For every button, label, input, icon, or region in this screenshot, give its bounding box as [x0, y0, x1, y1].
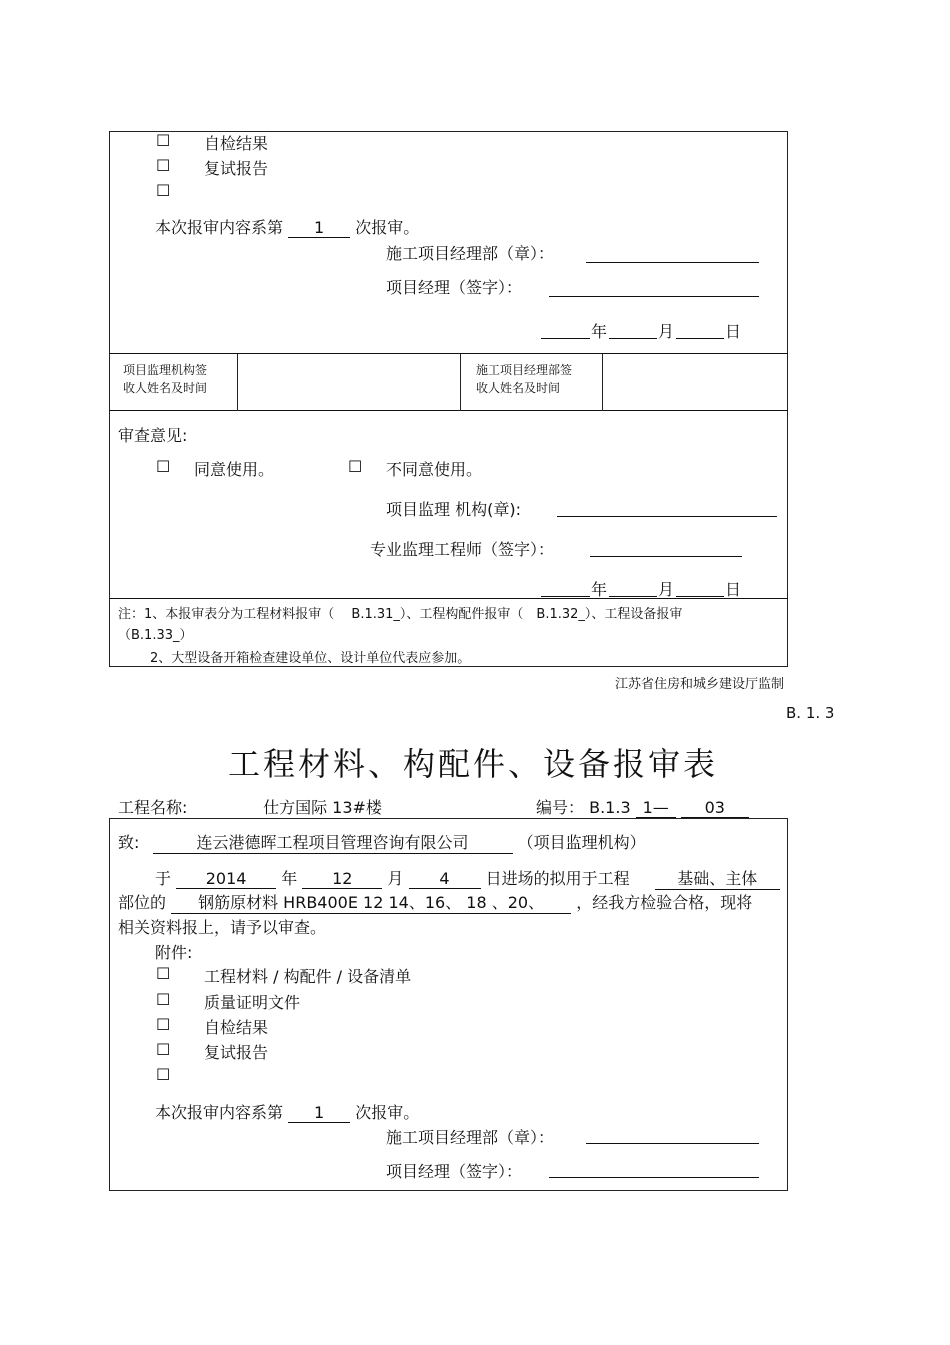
year-value[interactable]: 2014: [176, 869, 276, 889]
checkbox[interactable]: ☐: [156, 1040, 171, 1059]
submission-prefix: 本次报审内容系第: [155, 1103, 284, 1122]
submission-line: [155, 1100, 419, 1123]
submission-suffix: 次报审。: [355, 218, 420, 237]
to-org[interactable]: 连云港德晖工程项目管理咨询有限公司: [153, 830, 513, 854]
text: 部位的: [118, 893, 167, 912]
pm-sign-label: 项目经理（签字）：: [386, 1162, 523, 1181]
note-line: （B.1.33_）: [118, 628, 193, 643]
month-label: 月: [658, 322, 675, 341]
checkbox[interactable]: ☐: [156, 1065, 171, 1084]
submission-count[interactable]: 1: [288, 218, 350, 238]
to-label: 致:: [118, 833, 140, 852]
submission-line: [155, 215, 419, 238]
submission-prefix: 本次报审内容系第: [155, 218, 284, 237]
review-label: 审查意见:: [118, 426, 188, 445]
checkbox-agree[interactable]: ☐: [156, 457, 171, 476]
supervision-org-label: 项目监理 机构(章):: [386, 500, 521, 519]
day-field[interactable]: [676, 338, 724, 339]
number-prefix: B.1.3: [589, 798, 631, 817]
number-label: 编号：: [536, 798, 585, 817]
attachment-label: 复试报告: [204, 159, 269, 178]
number-row: [536, 795, 749, 818]
material-value[interactable]: 钢筋原材料 HRB400E 12 14、16、 18 、20、: [171, 890, 571, 914]
month-field[interactable]: [609, 596, 657, 597]
pm-sign-label: 项目经理（签字）：: [386, 278, 523, 297]
submission-suffix: 次报审。: [355, 1103, 420, 1122]
receipt-right-label: 施工项目经理部签 收人姓名及时间: [476, 363, 573, 395]
supervision-org-field[interactable]: [557, 516, 777, 517]
attachment-label: 质量证明文件: [204, 993, 301, 1012]
divider: [460, 354, 461, 411]
form-code: B. 1. 3: [786, 704, 835, 722]
checkbox-disagree[interactable]: ☐: [348, 457, 363, 476]
month-label: 月: [387, 869, 404, 888]
engineer-field[interactable]: [590, 556, 742, 557]
divider: [109, 410, 788, 411]
top-form: [109, 131, 788, 667]
project-name-row: [118, 795, 443, 819]
attachment-label: 工程材料 / 构配件 / 设备清单: [204, 967, 412, 986]
divider: [109, 353, 788, 354]
month-field[interactable]: [609, 338, 657, 339]
text: 日进场的拟用于工程: [485, 869, 630, 888]
checkbox[interactable]: ☐: [156, 156, 171, 175]
day-value[interactable]: 4: [409, 869, 481, 889]
engineer-label: 专业监理工程师（签字）：: [370, 540, 555, 559]
pm-dept-label: 施工项目经理部（章）：: [386, 244, 555, 263]
year-field[interactable]: [541, 596, 590, 597]
divider: [109, 598, 788, 599]
to-row: [118, 830, 646, 854]
day-label: 日: [725, 580, 742, 599]
date-row: [155, 866, 780, 890]
attachment-label: 复试报告: [204, 1043, 269, 1062]
parts-value[interactable]: 基础、主体: [655, 866, 780, 890]
checkbox[interactable]: ☐: [156, 990, 171, 1009]
day-label: 日: [725, 322, 742, 341]
number-mid[interactable]: 1—: [636, 798, 676, 818]
day-field[interactable]: [676, 596, 724, 597]
project-label: 工程名称:: [118, 798, 188, 817]
submission-count[interactable]: 1: [288, 1103, 350, 1123]
text: ，经我方检验合格，现将: [576, 893, 753, 912]
attachment-label: 自检结果: [204, 1018, 269, 1037]
checkbox[interactable]: ☐: [156, 181, 171, 200]
page-title: 工程材料、构配件、设备报审表: [228, 745, 719, 783]
text: 相关资料报上，请予以审查。: [118, 918, 327, 937]
year-field[interactable]: [541, 338, 590, 339]
number-suffix[interactable]: 03: [681, 798, 749, 818]
agree-label: 同意使用。: [194, 460, 275, 479]
pm-dept-field[interactable]: [586, 262, 759, 263]
pm-sign-field[interactable]: [549, 296, 759, 297]
checkbox[interactable]: ☐: [156, 964, 171, 983]
divider: [237, 354, 238, 411]
month-value[interactable]: 12: [302, 869, 382, 889]
attachment-label: 自检结果: [204, 134, 269, 153]
divider: [602, 354, 603, 411]
year-label: 年: [591, 580, 608, 599]
attach-label: 附件:: [155, 943, 193, 962]
material-row: [118, 890, 752, 914]
checkbox[interactable]: ☐: [156, 1015, 171, 1034]
pm-dept-field[interactable]: [586, 1143, 759, 1144]
receipt-left-label: 项目监理机构签 收人姓名及时间: [123, 363, 208, 395]
pm-dept-label: 施工项目经理部（章）：: [386, 1128, 555, 1147]
checkbox[interactable]: ☐: [156, 131, 171, 150]
to-suffix: （项目监理机构）: [517, 833, 646, 852]
pm-sign-field[interactable]: [549, 1177, 759, 1178]
year-label: 年: [281, 869, 298, 888]
note-line: 注：1、本报审表分为工程材料报审（ B.1.31_）、工程构配件报审（ B.1.32_）、工程设备报审: [118, 607, 683, 622]
footer-issuer: 江苏省住房和城乡建设厅监制: [615, 677, 785, 692]
year-label: 年: [591, 322, 608, 341]
disagree-label: 不同意使用。: [386, 460, 483, 479]
text: 于: [155, 869, 172, 888]
month-label: 月: [658, 580, 675, 599]
note-line: 2、大型设备开箱检查建设单位、设计单位代表应参加。: [150, 651, 471, 666]
project-name[interactable]: 仕方国际 13#楼: [203, 795, 443, 819]
